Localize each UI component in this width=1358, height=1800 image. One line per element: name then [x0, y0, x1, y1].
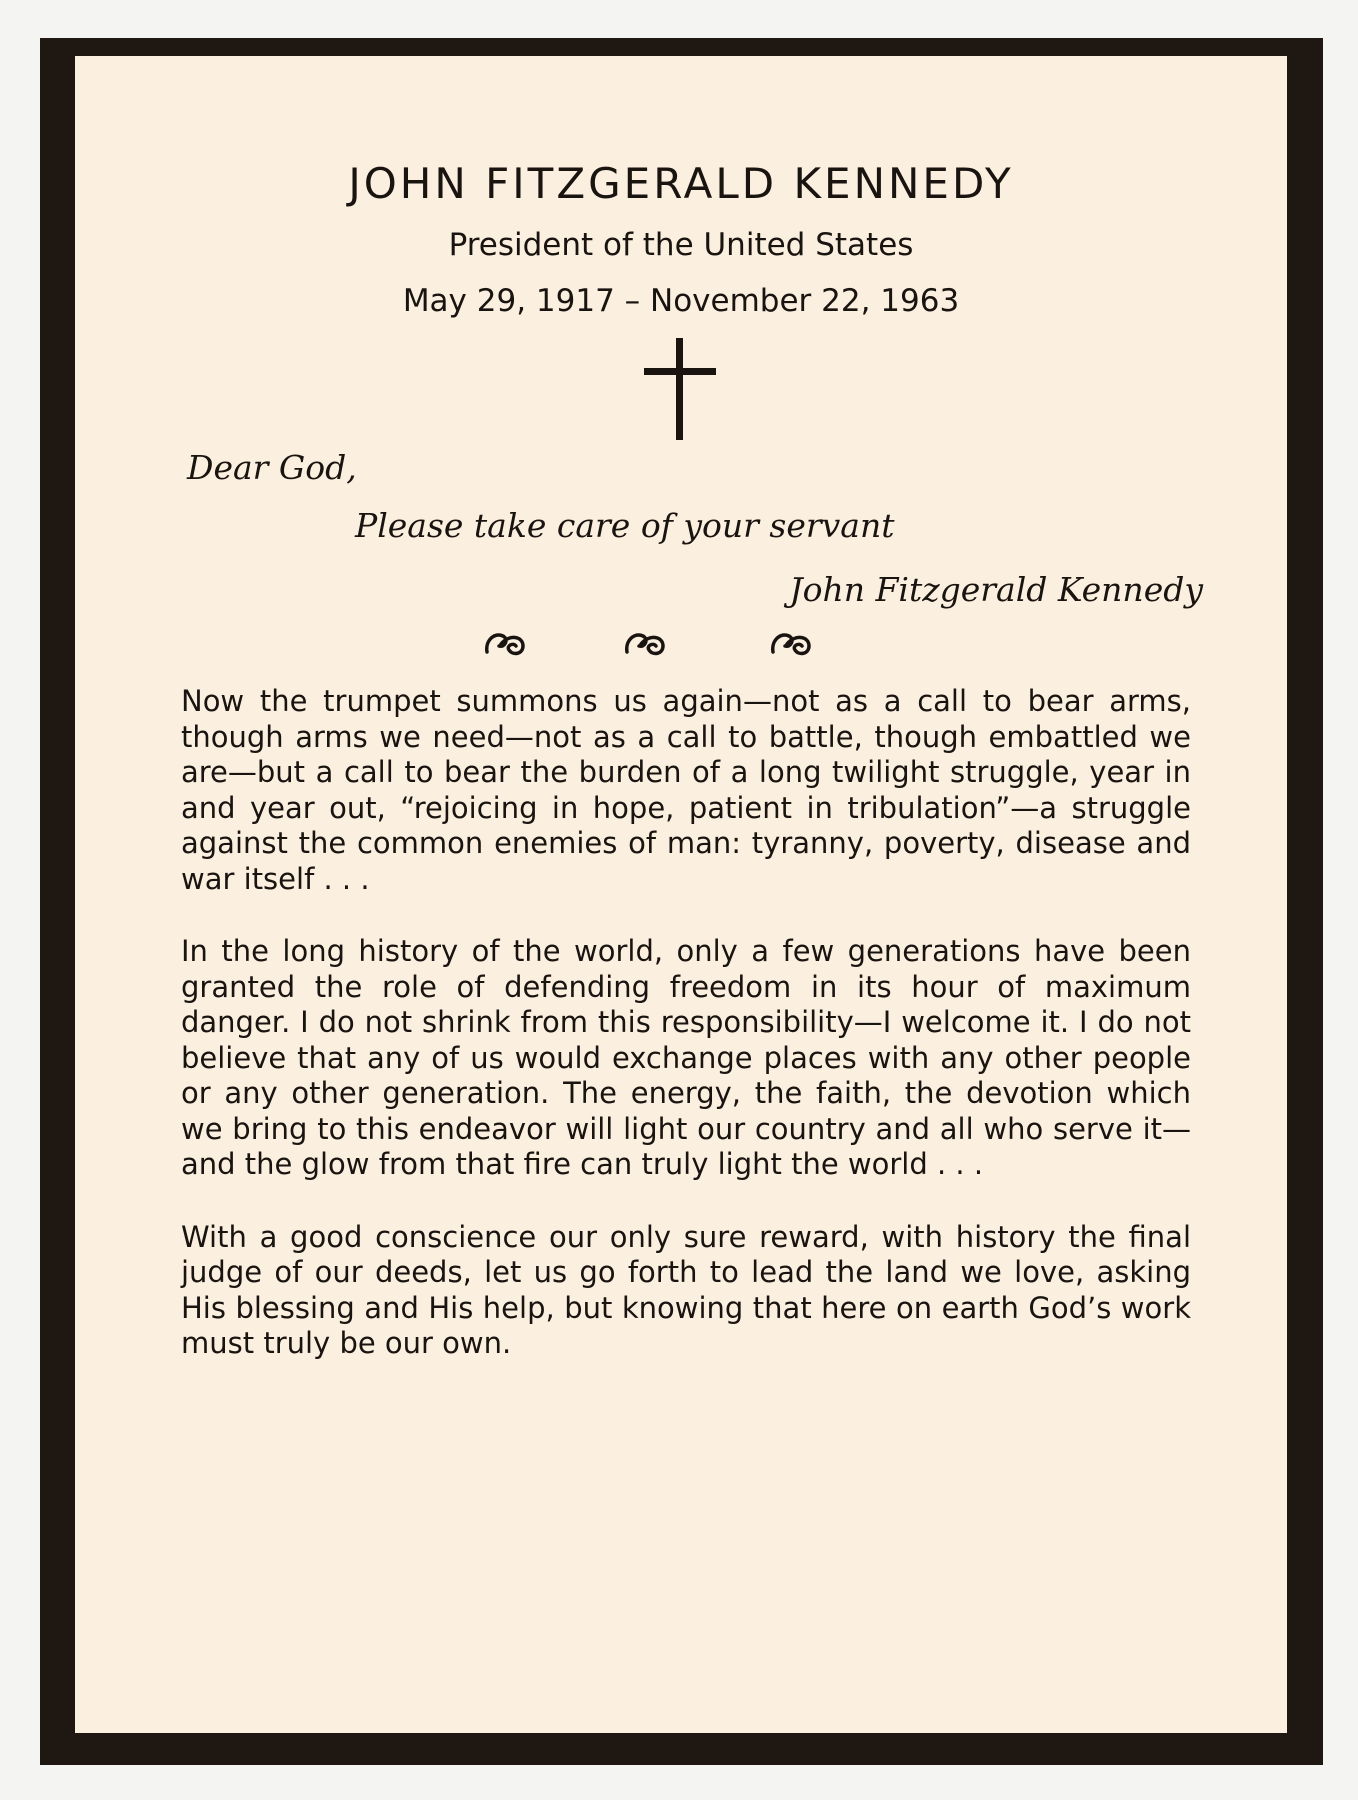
speech-excerpt: [181, 684, 1191, 1362]
prayer-line: Please take care of your servant: [355, 506, 895, 545]
card-header: [75, 156, 1287, 322]
prayer-salutation: Dear God,: [187, 448, 357, 487]
scroll-ornament-icon: [769, 626, 813, 658]
prayer-signature: John Fitzgerald Kennedy: [789, 570, 1203, 609]
paragraph-conscience: With a good conscience our only sure reward, with history the final judge of our deeds, let us go forth to lead the land we love, asking His blessing and His help, but knowing that here on earth God’s work must truly be our own.: [181, 1219, 1191, 1360]
memorial-card: [40, 38, 1323, 1765]
paragraph-history: In the long history of the world, only a few generations have been granted the role of defending freedom in its hour of maximum danger. I do not shrink from this responsibility—I welcome it. I do not believe that any of us would exchange places with any other people or any other generation. The energy, the faith, the devotion which we bring to this endeavor will light our country and all who serve it—and the glow from that fire can truly light the world . . .: [181, 934, 1191, 1181]
memorial-title: President of the United States: [448, 227, 914, 263]
scroll-ornament-icon: [623, 626, 667, 658]
memorial-name: JOHN FITZGERALD KENNEDY: [348, 159, 1014, 208]
memorial-dates: May 29, 1917 – November 22, 1963: [402, 283, 960, 319]
scroll-ornament-icon: [483, 626, 527, 658]
cross-icon: [644, 338, 716, 440]
paragraph-trumpet: Now the trumpet summons us again—not as a call to bear arms, though arms we need—not as a call to battle, though embattled we are—but a call to bear the burden of a long twilight struggle, year in and year out, “rejoicing in hope, patient in tribulation”—a struggle against the common enemies of man: tyranny, poverty, disease and war itself . . .: [181, 684, 1191, 896]
card-paper: [75, 56, 1287, 1733]
ornament-divider: [75, 626, 1287, 666]
